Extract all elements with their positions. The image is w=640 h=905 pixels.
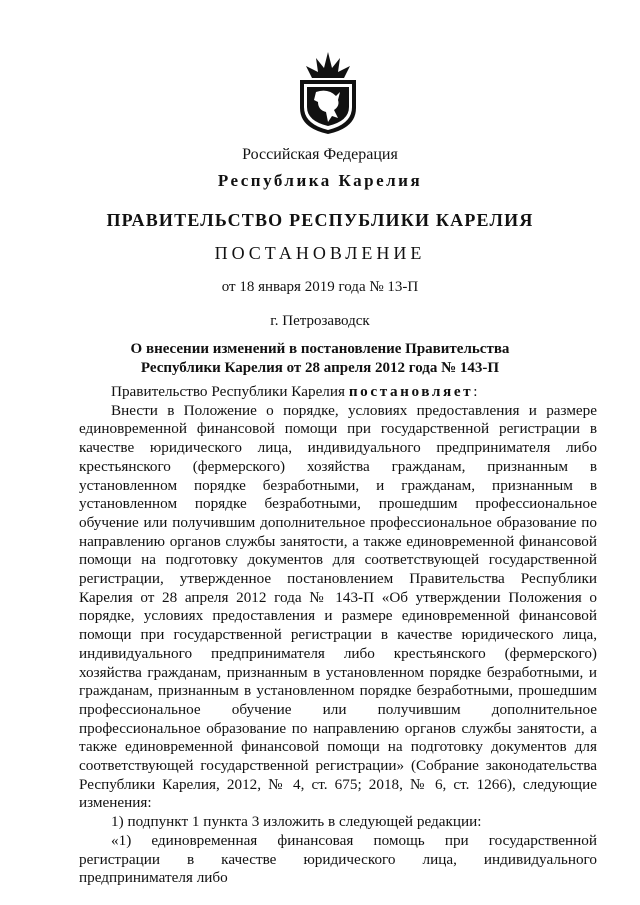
country-name: Российская Федерация — [242, 146, 398, 163]
government-name: ПРАВИТЕЛЬСТВО РЕСПУБЛИКИ КАРЕЛИЯ — [106, 210, 534, 230]
intro-paragraph — [79, 383, 597, 402]
intro-colon: : — [473, 383, 478, 400]
karelia-coat-of-arms-icon — [296, 50, 360, 136]
document-body — [79, 383, 597, 888]
document-title-line-1: О внесении изменений в постановление Правительства — [130, 341, 510, 357]
paragraph-2: 1) подпункт 1 пункта 3 изложить в следующей редакции: — [111, 813, 482, 831]
document-title — [0, 340, 640, 378]
document-date-number: от 18 января 2019 года № 13-П — [221, 279, 419, 295]
document-type: ПОСТАНОВЛЕНИЕ — [214, 243, 426, 263]
paragraph-1: Внести в Положение о порядке, условиях предоставления и размере единовременной финансовой помощи при государственной регистрации в качестве юридического лица, индивидуального предпринимателя либо крестьянского (фермерского) хозяйства гражданам, признанным в установленном порядке безработными, и гражданам, признанным в установленном порядке безработными, прошедшим профессиональное обучение или получившим дополнительное профессиональное образование по направлению органов службы занятости, а также единовременной финансовой помощи на подготовку документов для соответствующей государственной регистрации, утвержденное постановлением Правительства Республики Карелия от 28 апреля 2012 года № 143-П «Об утверждении Положения о порядке, условиях предоставления и размере единовременной финансовой помощи при государственной регистрации в качестве юридического лица, индивидуального предпринимателя либо крестьянского (фермерского) хозяйства гражданам, признанным в установленном порядке безработными, и гражданам, признанным в установленном порядке безработными, прошедшим профессиональное обучение или получившим дополнительное профессиональное образование по направлению органов службы занятости, а также единовременной финансовой помощи на подготовку документов для соответствующей государственной регистрации» (Собрание законодательства Республики Карелия, 2012, № 4, ст. 675; 2018, № 6, ст. 1266), следующие изменения: — [79, 401, 597, 812]
document-title-line-2: Республики Карелия от 28 апреля 2012 года № 143-П — [140, 360, 500, 376]
intro-decree-word: постановляет — [348, 383, 474, 400]
paragraph-3: «1) единовременная финансовая помощь при государственной регистрации в качестве юридического лица, индивидуального предпринимателя либо — [79, 831, 597, 887]
intro-text: Правительство Республики Карелия — [111, 383, 349, 400]
republic-name: Республика Карелия — [217, 171, 423, 190]
document-city: г. Петрозаводск — [270, 313, 370, 329]
